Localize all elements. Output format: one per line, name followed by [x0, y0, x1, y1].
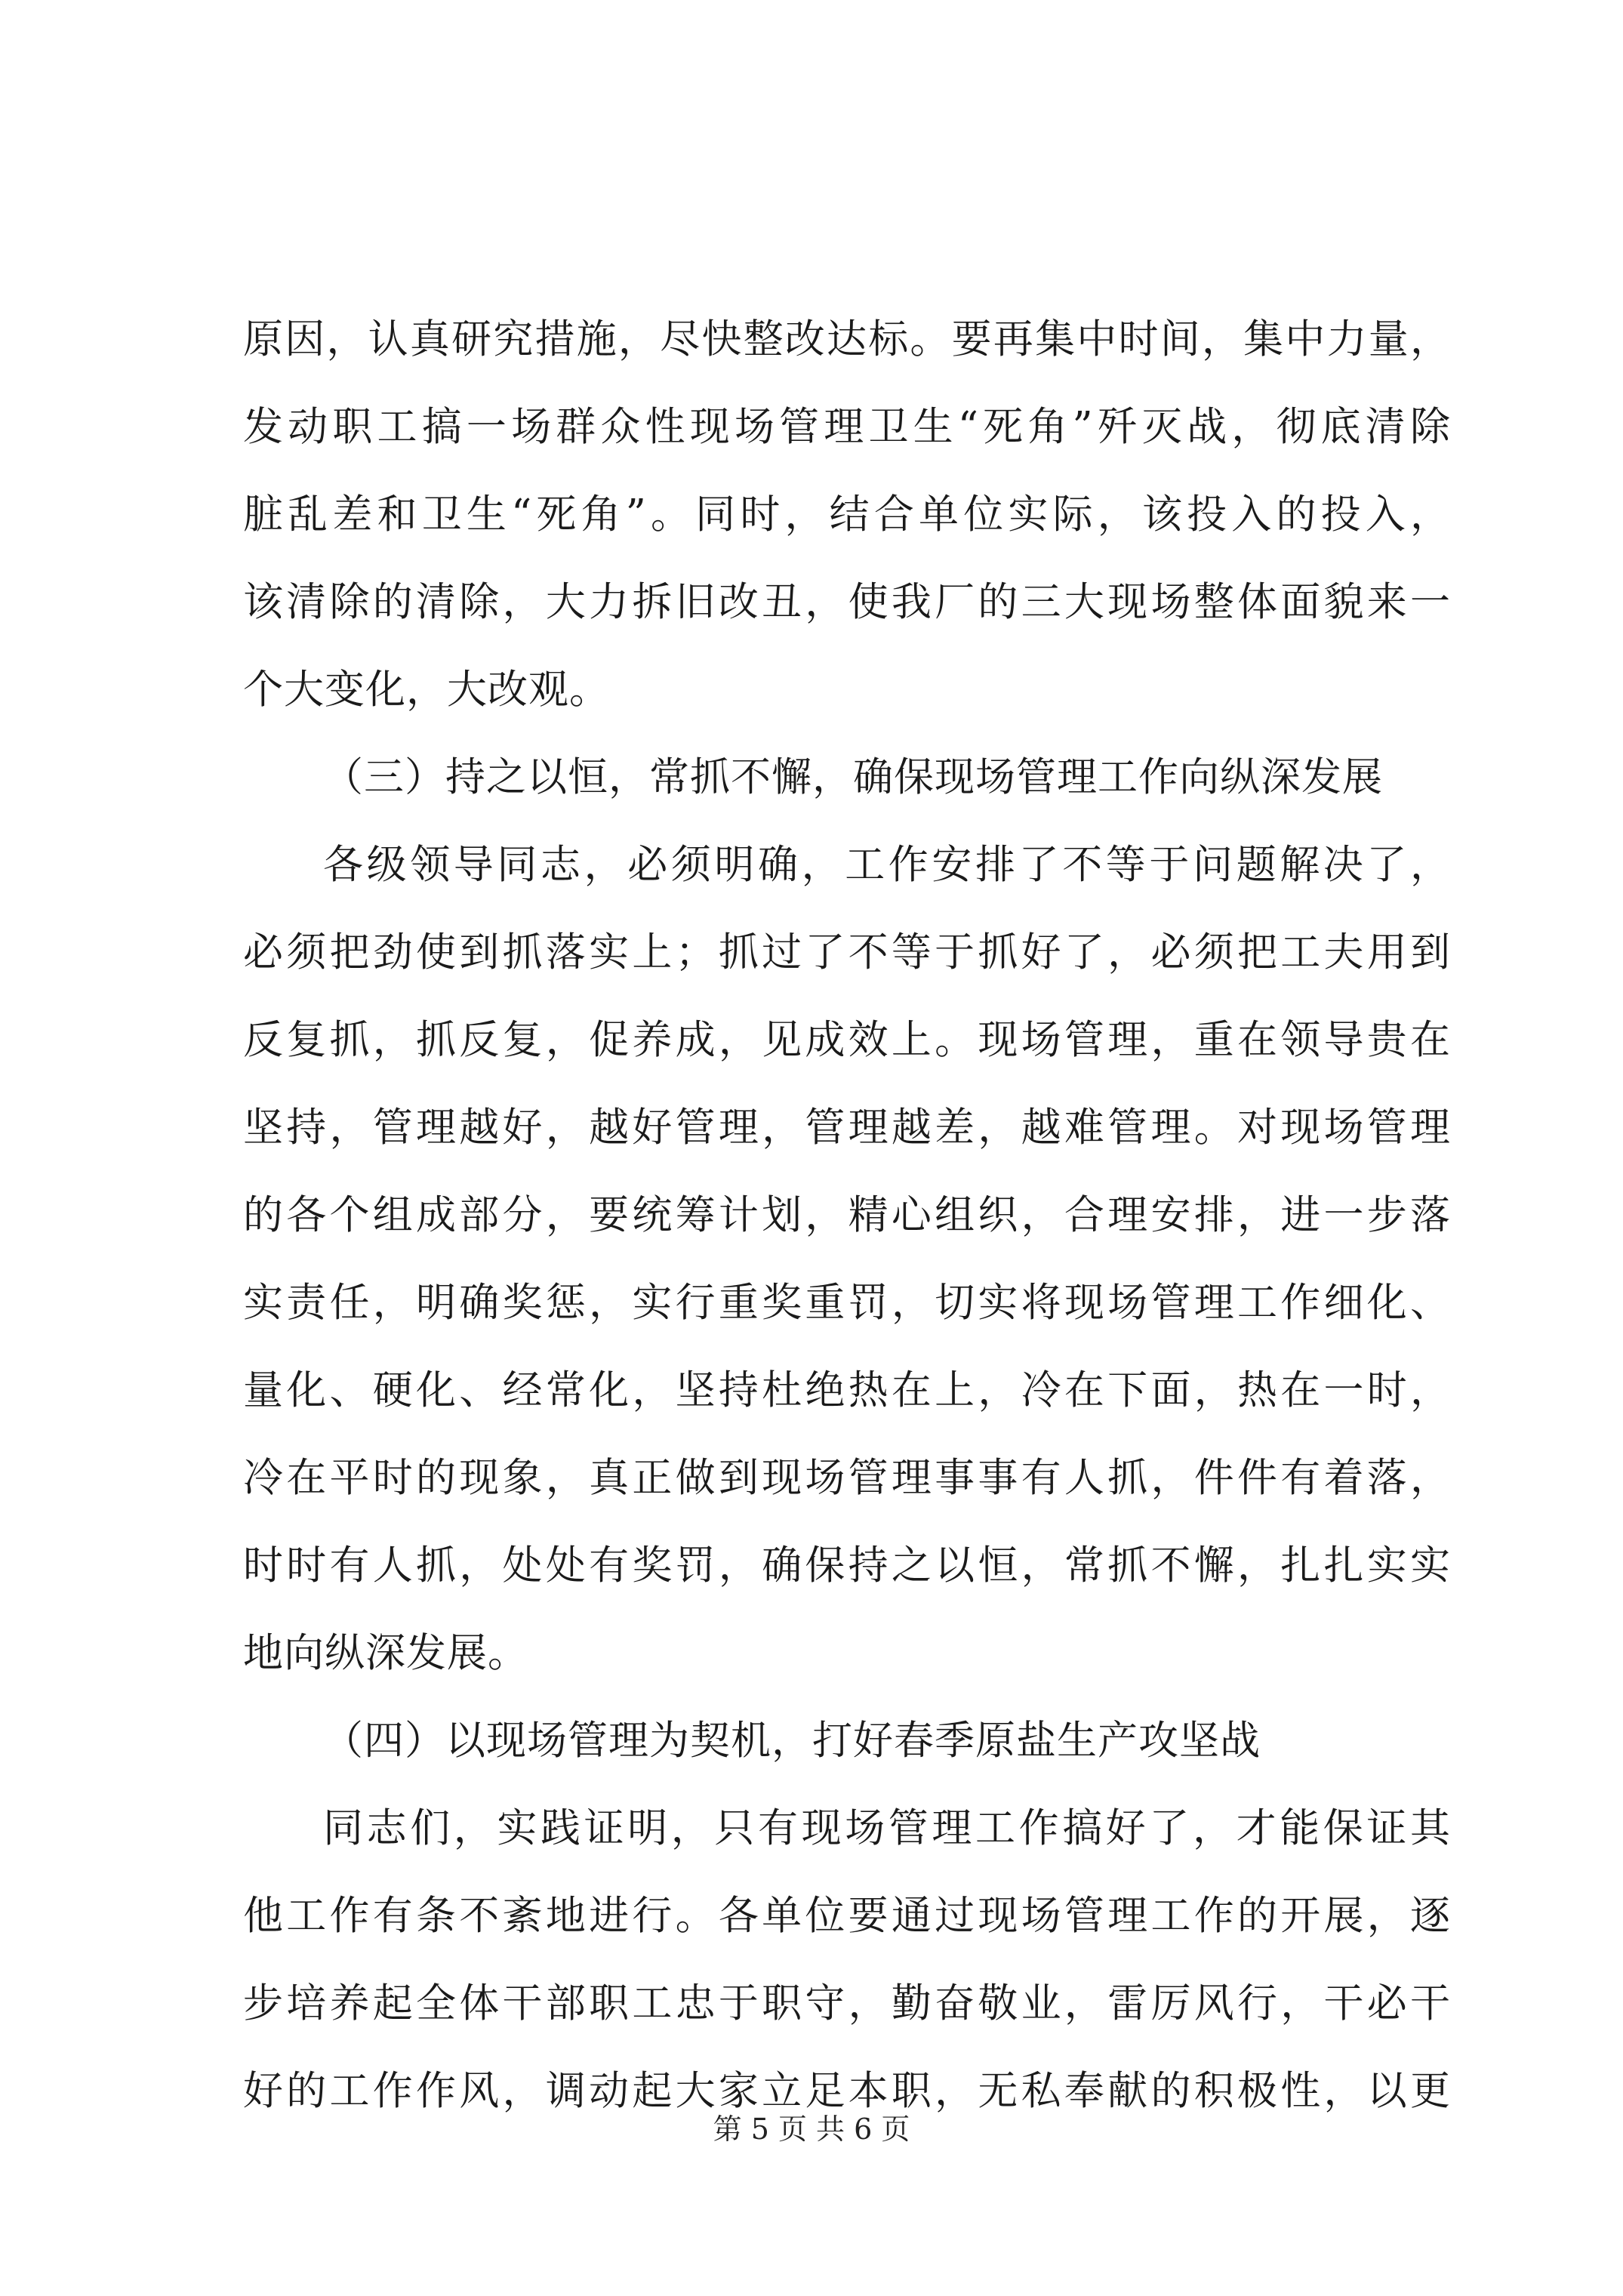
section-heading: （三）持之以恒，常抓不懈，确保现场管理工作向纵深发展 — [323, 754, 1383, 800]
text-line: 必须把劲使到抓落实上；抓过了不等于抓好了，必须把工夫用到 — [243, 929, 1451, 975]
text-line: 原因，认真研究措施，尽快整改达标。要再集中时间，集中力量， — [243, 316, 1451, 362]
paragraph-start-line: 各级领导同志，必须明确，工作安排了不等于问题解决了， — [323, 842, 1451, 888]
text-line: 发动职工搞一场群众性现场管理卫生“死角”歼灭战，彻底清除 — [243, 404, 1451, 450]
text-line: 好的工作作风，调动起大家立足本职，无私奉献的积极性，以更 — [243, 2068, 1451, 2114]
text-line: 反复抓，抓反复，促养成，见成效上。现场管理，重在领导贵在 — [243, 1017, 1451, 1063]
text-line: 坚持，管理越好，越好管理，管理越差，越难管理。对现场管理 — [243, 1105, 1451, 1151]
page-number-label: 第 5 页 共 6 页 — [713, 2113, 910, 2146]
section-heading: （四）以现场管理为契机，打好春季原盐生产攻坚战 — [323, 1718, 1261, 1764]
text-line: 冷在平时的现象，真正做到现场管理事事有人抓，件件有着落， — [243, 1455, 1451, 1501]
text-line: 步培养起全体干部职工忠于职守，勤奋敬业，雷厉风行，干必干 — [243, 1980, 1451, 2026]
text-line: 实责任，明确奖惩，实行重奖重罚，切实将现场管理工作细化、 — [243, 1280, 1451, 1326]
text-line: 他工作有条不紊地进行。各单位要通过现场管理工作的开展，逐 — [243, 1893, 1451, 1939]
text-line: 个大变化，大改观。 — [243, 667, 610, 713]
text-line: 该清除的清除，大力拆旧改丑，使我厂的三大现场整体面貌来一 — [243, 579, 1451, 625]
text-line: 的各个组成部分，要统筹计划，精心组织，合理安排，进一步落 — [243, 1192, 1451, 1238]
text-line: 地向纵深发展。 — [243, 1630, 528, 1676]
body-text — [243, 296, 1451, 2135]
text-line: 脏乱差和卫生“死角”。同时，结合单位实际，该投入的投入， — [243, 492, 1451, 538]
text-line: 时时有人抓，处处有奖罚，确保持之以恒，常抓不懈，扎扎实实 — [243, 1542, 1451, 1589]
page-footer — [0, 2106, 1623, 2152]
paragraph-start-line: 同志们，实践证明，只有现场管理工作搞好了，才能保证其 — [323, 1805, 1451, 1851]
text-line: 量化、硬化、经常化，坚持杜绝热在上，冷在下面，热在一时， — [243, 1367, 1451, 1413]
